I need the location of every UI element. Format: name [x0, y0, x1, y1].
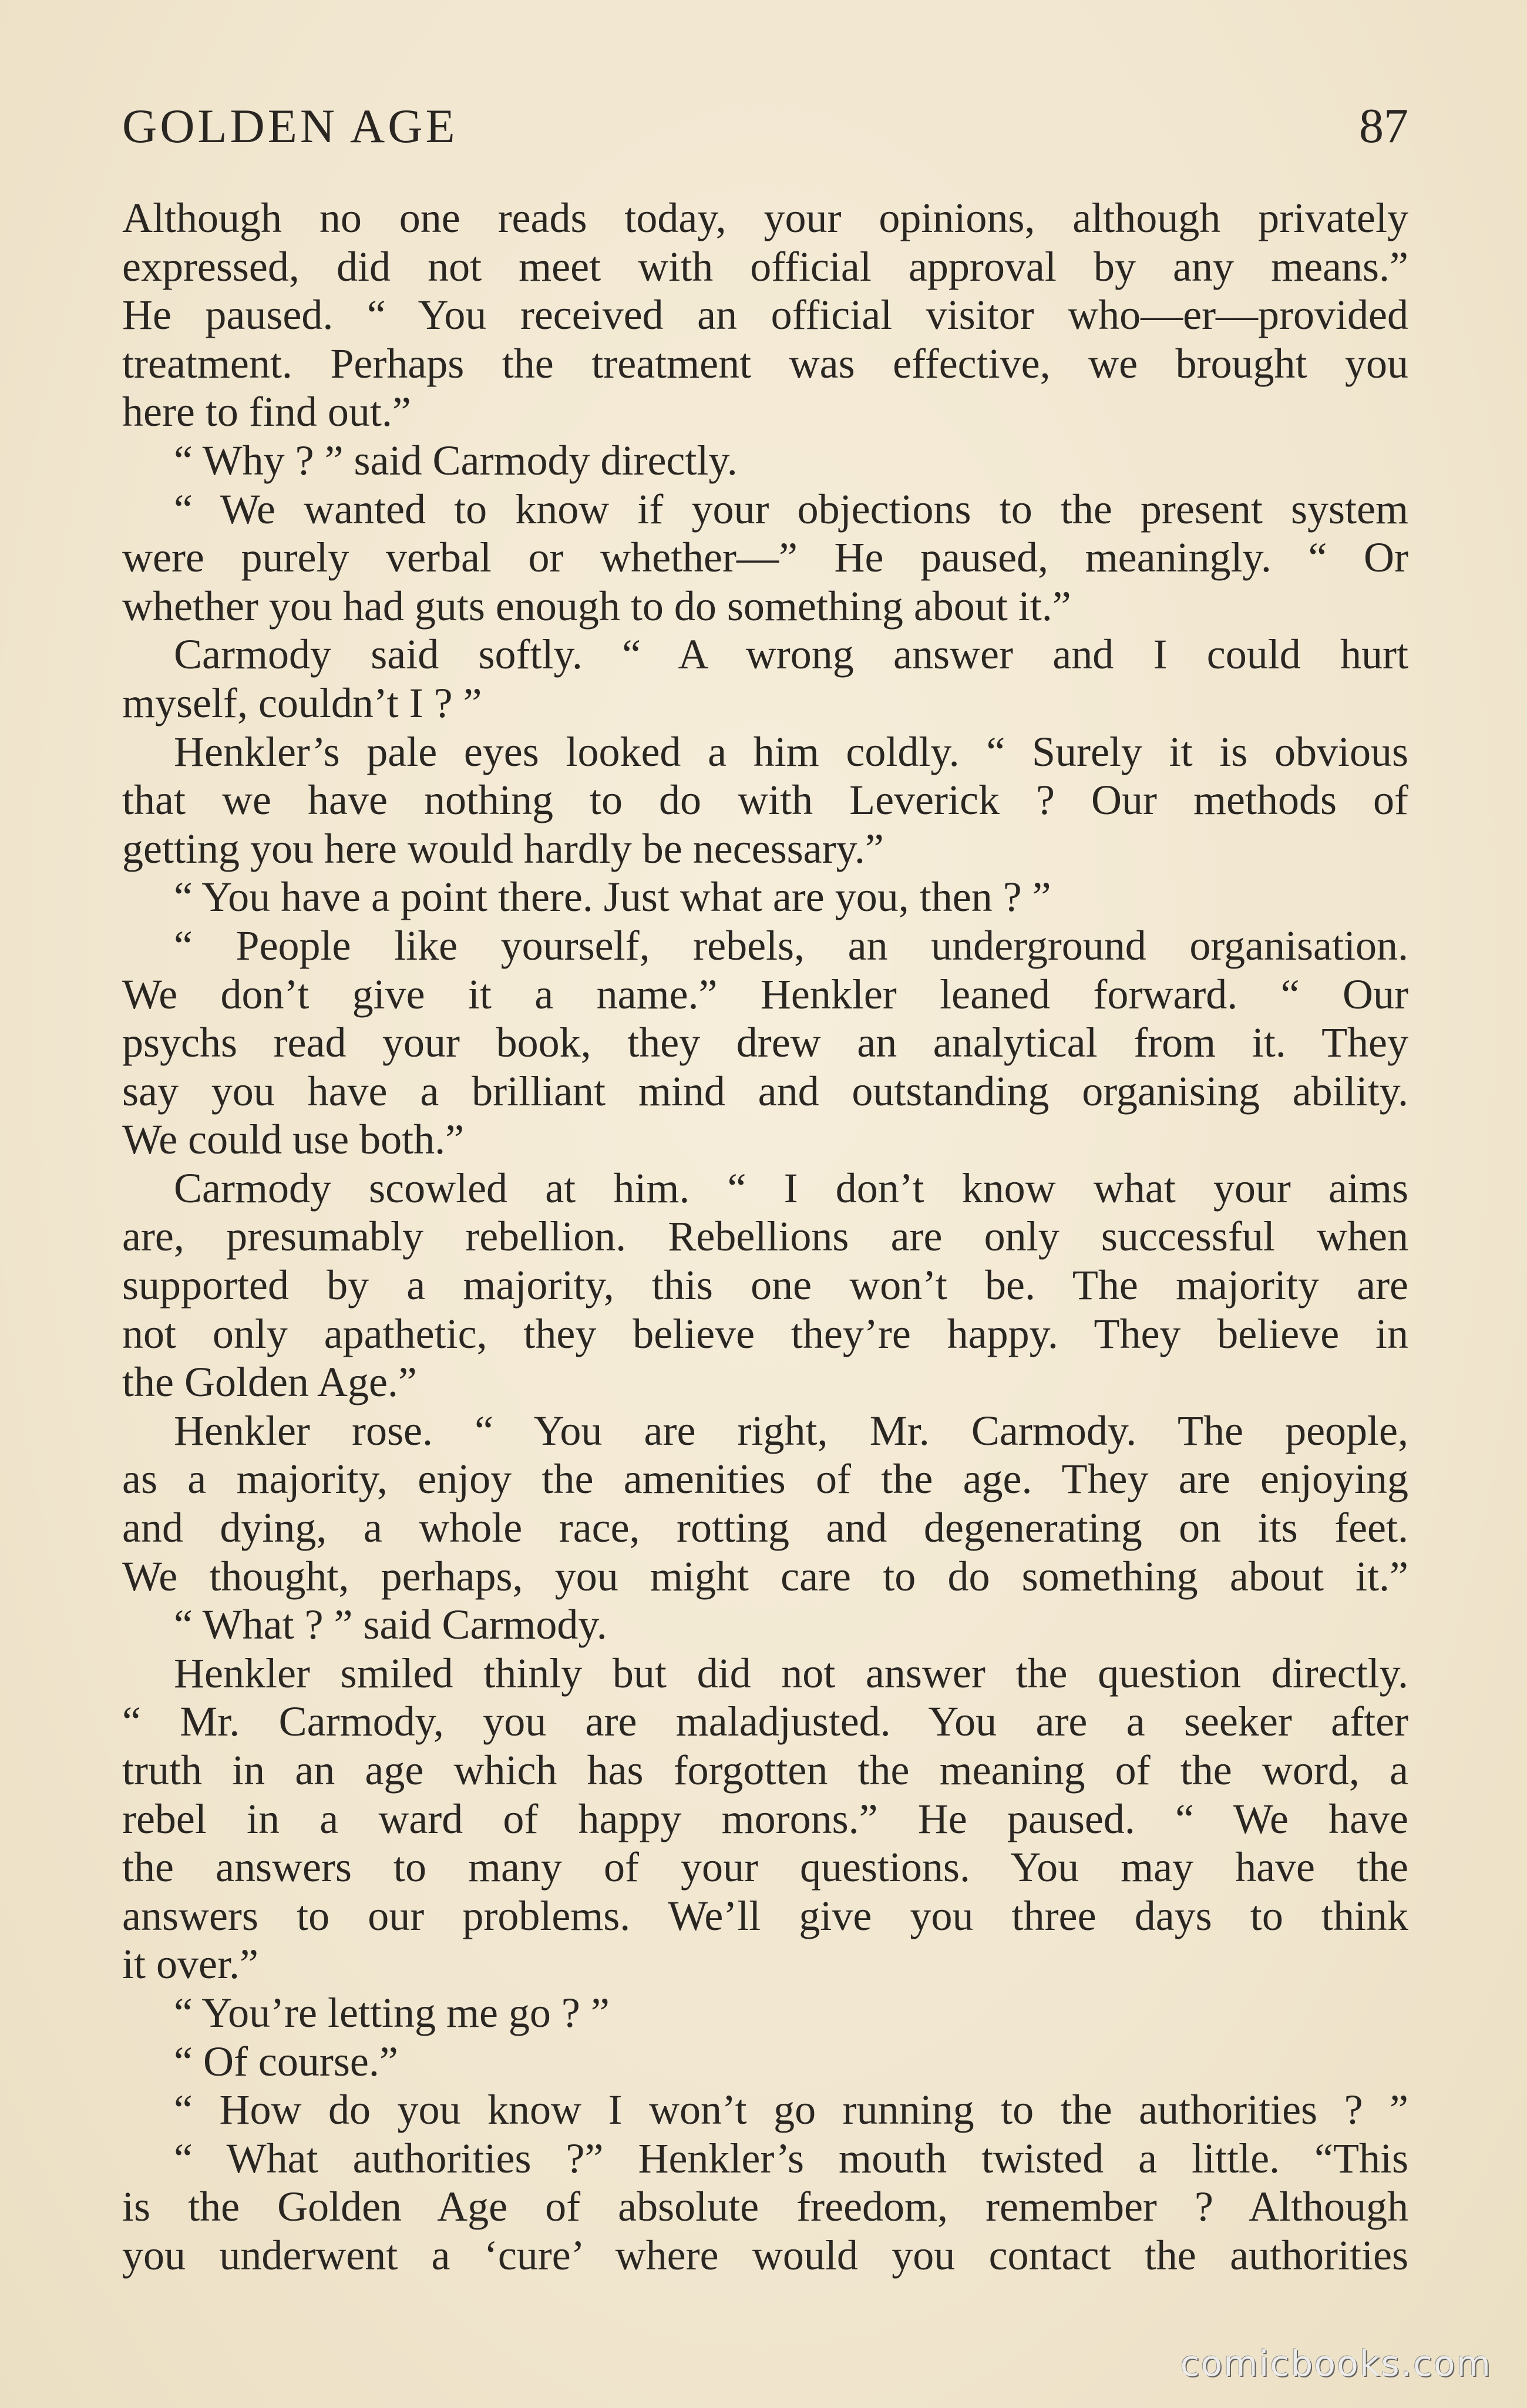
text-line: treatment. Perhaps the treatment was effective, we brought you — [122, 339, 1408, 387]
text-line: “ How do you know I won’t go running to the authorities ? ” — [174, 2086, 1408, 2134]
text-line: not only apathetic, they believe they’re happy. They believe in — [122, 1310, 1408, 1357]
running-head: GOLDEN AGE — [122, 99, 458, 153]
text-line: “ People like yourself, rebels, an underground organisation. — [174, 922, 1408, 969]
text-line: were purely verbal or whether—” He paused, meaningly. “ Or — [122, 534, 1408, 581]
text-line: “ Of course.” — [174, 2037, 398, 2085]
text-line: it over.” — [122, 1940, 258, 1988]
page-header — [122, 94, 1408, 159]
text-line: He paused. “ You received an official visitor who—er—provided — [122, 291, 1408, 339]
text-line: Carmody scowled at him. “ I don’t know what your aims — [174, 1164, 1408, 1212]
text-line: We could use both.” — [122, 1116, 465, 1163]
text-line: “ What ? ” said Carmody. — [174, 1601, 607, 1649]
text-line: Henkler’s pale eyes looked a him coldly. “ Surely it is obvious — [174, 728, 1408, 775]
text-line: you underwent a ‘cure’ where would you contact the authorities — [122, 2231, 1408, 2279]
text-line: “ We wanted to know if your objections to the present system — [174, 485, 1408, 533]
text-line: Although no one reads today, your opinions, although privately — [122, 194, 1408, 241]
text-line: We thought, perhaps, you might care to do something about it.” — [122, 1552, 1408, 1600]
text-line: psychs read your book, they drew an analytical from it. They — [122, 1019, 1408, 1067]
page-number: 87 — [1359, 99, 1408, 153]
text-line: here to find out.” — [122, 388, 411, 436]
text-line: the answers to many of your questions. You may have the — [122, 1844, 1408, 1891]
text-line: “ Why ? ” said Carmody directly. — [174, 436, 738, 484]
text-line: Henkler smiled thinly but did not answer the question directly. — [174, 1649, 1408, 1697]
text-line: and dying, a whole race, rotting and degenerating on its feet. — [122, 1504, 1408, 1552]
text-line: say you have a brilliant mind and outstanding organising ability. — [122, 1067, 1408, 1115]
text-line: whether you had guts enough to do something about it.” — [122, 582, 1071, 630]
text-line: “ You have a point there. Just what are you, then ? ” — [174, 873, 1051, 921]
text-line: as a majority, enjoy the amenities of the age. They are enjoying — [122, 1455, 1408, 1503]
text-line: truth in an age which has forgotten the meaning of the word, a — [122, 1747, 1408, 1794]
body-text — [122, 194, 1408, 2280]
text-line: getting you here would hardly be necessary.” — [122, 825, 884, 872]
text-line: that we have nothing to do with Leverick ? Our methods of — [122, 776, 1408, 824]
text-line: answers to our problems. We’ll give you three days to think — [122, 1892, 1408, 1939]
watermark: comicbooks.com — [1180, 2343, 1492, 2385]
text-line: Carmody said softly. “ A wrong answer and I could hurt — [174, 631, 1408, 678]
text-line: expressed, did not meet with official approval by any means.” — [122, 243, 1408, 290]
text-line: Henkler rose. “ You are right, Mr. Carmody. The people, — [174, 1407, 1408, 1454]
text-line: are, presumably rebellion. Rebellions are only successful when — [122, 1213, 1408, 1260]
text-line: supported by a majority, this one won’t be. The majority are — [122, 1262, 1408, 1309]
text-line: is the Golden Age of absolute freedom, remember ? Although — [122, 2183, 1408, 2231]
text-line: the Golden Age.” — [122, 1358, 417, 1406]
text-line: “ What authorities ?” Henkler’s mouth twisted a little. “This — [174, 2134, 1408, 2182]
text-line: “ You’re letting me go ? ” — [174, 1989, 610, 2036]
text-line: rebel in a ward of happy morons.” He paused. “ We have — [122, 1795, 1408, 1842]
text-line: We don’t give it a name.” Henkler leaned forward. “ Our — [122, 970, 1408, 1018]
text-line: myself, couldn’t I ? ” — [122, 679, 482, 727]
text-line: “ Mr. Carmody, you are maladjusted. You are a seeker after — [122, 1698, 1408, 1746]
